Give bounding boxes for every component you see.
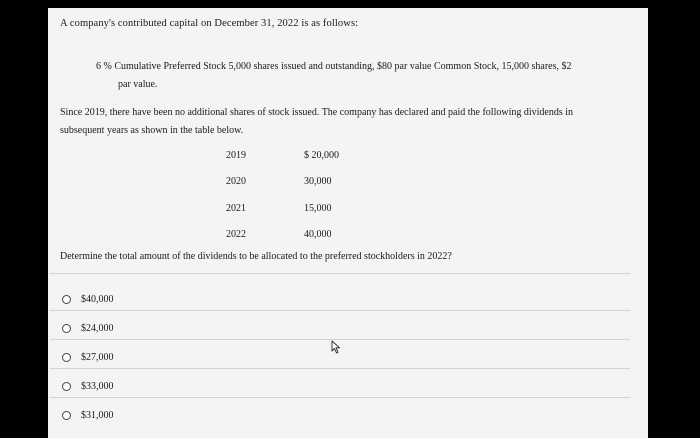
question-sheet xyxy=(48,8,648,438)
answer-option-1[interactable] xyxy=(62,289,114,309)
answer-option-4[interactable] xyxy=(62,376,114,396)
year-cell: 2022 xyxy=(226,229,246,241)
answer-option-label: $40,000 xyxy=(81,293,114,305)
year-cell: 2020 xyxy=(226,176,246,188)
divider xyxy=(50,397,630,398)
amount-cell: $ 20,000 xyxy=(304,149,339,161)
radio-button-icon[interactable] xyxy=(62,295,71,304)
answer-option-label: $33,000 xyxy=(81,380,114,392)
table-row xyxy=(218,169,394,196)
stock-line-2: par value. xyxy=(118,79,158,90)
radio-button-icon[interactable] xyxy=(62,411,71,420)
history-line-2: subsequent years as shown in the table below. xyxy=(60,125,244,136)
radio-button-icon[interactable] xyxy=(62,353,71,362)
stock-description xyxy=(96,58,616,94)
answer-option-2[interactable] xyxy=(62,318,114,338)
answer-option-label: $24,000 xyxy=(81,322,114,334)
answer-option-label: $27,000 xyxy=(81,351,114,363)
radio-button-icon[interactable] xyxy=(62,382,71,391)
amount-cell: 30,000 xyxy=(304,176,332,188)
year-cell: 2021 xyxy=(226,202,246,214)
divider xyxy=(50,368,630,369)
table-row xyxy=(218,142,394,169)
table-row xyxy=(218,222,394,249)
stock-line-1: 6 % Cumulative Preferred Stock 5,000 shares issued and outstanding, $80 par value Common Stock, 15,000 shares, $2 xyxy=(96,61,572,72)
divider xyxy=(50,273,630,274)
dividends-table xyxy=(218,142,394,248)
amount-cell: 40,000 xyxy=(304,229,332,241)
answer-option-label: $31,000 xyxy=(81,409,114,421)
divider xyxy=(50,310,630,311)
amount-cell: 15,000 xyxy=(304,202,332,214)
history-line-1: Since 2019, there have been no additional shares of stock issued. The company has declared and paid the following dividends in xyxy=(60,107,574,118)
radio-button-icon[interactable] xyxy=(62,324,71,333)
mouse-cursor-icon xyxy=(331,340,341,354)
year-cell: 2019 xyxy=(226,149,246,161)
intro-text: A company's contributed capital on December 31, 2022 is as follows: xyxy=(60,18,359,29)
answer-option-3[interactable] xyxy=(62,347,114,367)
question-text: Determine the total amount of the dividends to be allocated to the preferred stockholders in 2022? xyxy=(60,251,452,262)
answer-option-5[interactable] xyxy=(62,405,114,425)
dividend-history-text xyxy=(60,104,620,140)
table-row xyxy=(218,195,394,222)
